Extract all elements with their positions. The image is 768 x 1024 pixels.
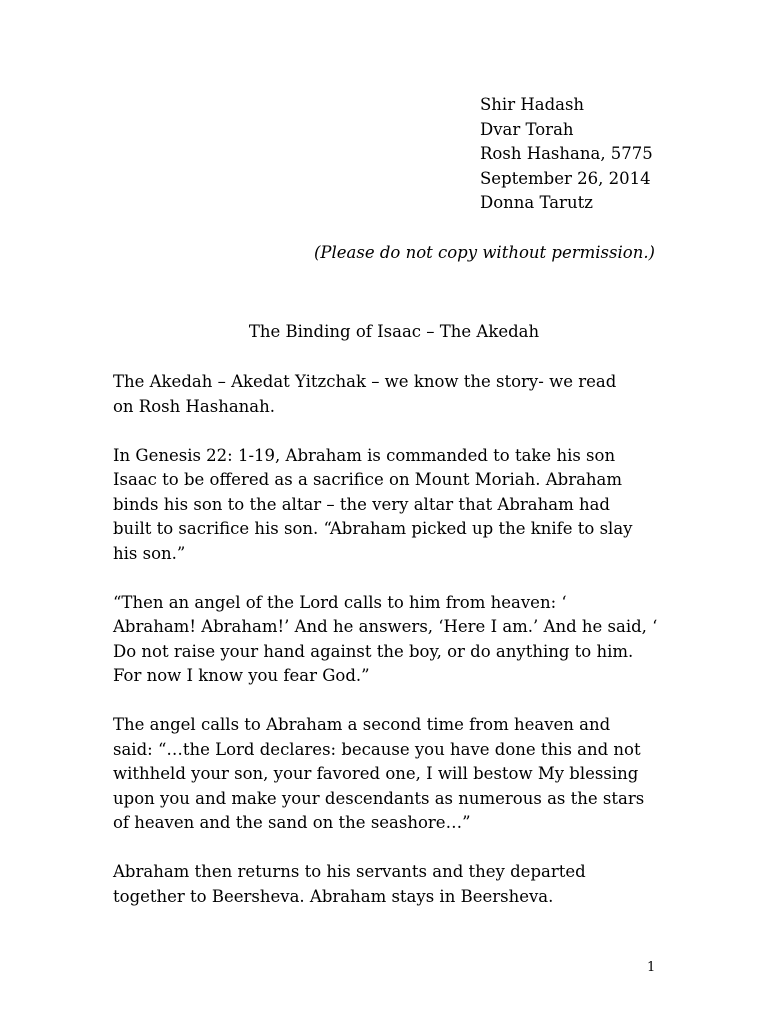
- copy-notice: (Please do not copy without permission.): [313, 243, 655, 262]
- paragraph-line: “Then an angel of the Lord calls to him from heaven: ‘: [113, 592, 567, 612]
- paragraph-line: on Rosh Hashanah.: [113, 396, 275, 416]
- paragraph-line: The Akedah – Akedat Yitzchak – we know the story- we read: [113, 372, 617, 391]
- paragraph-line: In Genesis 22: 1-19, Abraham is commanded to take his son: [113, 445, 616, 465]
- paragraph-line: of heaven and the sand on the seashore…”: [113, 813, 471, 832]
- paragraph-line: said: “…the Lord declares: because you have done this and not: [113, 739, 641, 759]
- paragraph-line: upon you and make your descendants as numerous as the stars: [113, 788, 645, 808]
- paragraph: [113, 713, 658, 836]
- header-line-author: Donna Tarutz: [480, 193, 593, 212]
- paragraph-line: Abraham then returns to his servants and they departed: [113, 862, 586, 881]
- document-title: The Binding of Isaac – The Akedah: [248, 322, 540, 341]
- paragraph-line: built to sacrifice his son. “Abraham picked up the knife to slay: [113, 519, 633, 538]
- header-line-occasion: Rosh Hashana, 5775: [480, 144, 653, 163]
- paragraph: [113, 591, 658, 689]
- paragraph-line: For now I know you fear God.”: [113, 666, 370, 685]
- paragraph-line: Abraham! Abraham!’ And he answers, ‘Here I am.’ And he said, ‘: [113, 617, 658, 636]
- paragraph-line: Isaac to be offered as a sacrifice on Mount Moriah. Abraham: [113, 470, 623, 489]
- paragraph: [113, 444, 658, 567]
- paragraph-line: his son.”: [113, 543, 186, 563]
- header-line-date: September 26, 2014: [480, 168, 651, 188]
- page-number: 1: [647, 960, 656, 975]
- paragraph-line: together to Beersheva. Abraham stays in Beersheva.: [113, 886, 554, 906]
- header-block: [480, 93, 653, 216]
- paragraph-line: Do not raise your hand against the boy, or do anything to him.: [113, 641, 634, 661]
- header-line-organization: Shir Hadash: [480, 95, 585, 114]
- paragraph-line: binds his son to the altar – the very altar that Abraham had: [113, 494, 610, 514]
- document-body: [113, 370, 658, 934]
- paragraph: [113, 370, 658, 419]
- header-line-type: Dvar Torah: [480, 119, 574, 139]
- paragraph-line: The angel calls to Abraham a second time from heaven and: [113, 715, 611, 734]
- paragraph-line: withheld your son, your favored one, I will bestow My blessing: [113, 764, 639, 783]
- paragraph: [113, 860, 658, 909]
